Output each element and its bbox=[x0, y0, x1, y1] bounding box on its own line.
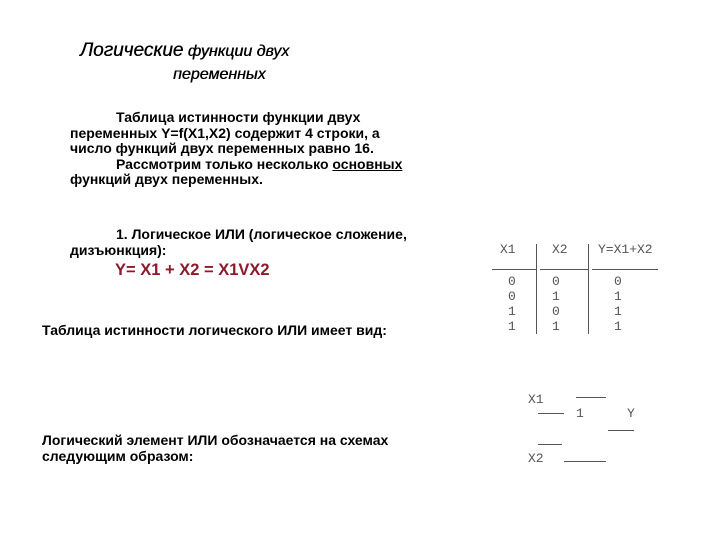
table-cell: 1 bbox=[614, 319, 622, 334]
section-title-text: 1. Логическое ИЛИ (логическое сложение, дизъюнкция): bbox=[70, 226, 407, 258]
table-cell: 0 bbox=[552, 304, 560, 319]
truth-table-header-x2: X2 bbox=[552, 242, 568, 257]
table-cell: 0 bbox=[508, 274, 516, 289]
gate-bottom-edge bbox=[564, 461, 606, 462]
section-title bbox=[70, 227, 410, 258]
table-cell: 1 bbox=[508, 319, 516, 334]
or-gate-diagram bbox=[500, 388, 660, 468]
table-cell: 0 bbox=[552, 274, 560, 289]
intro-text-2-post: функций двух переменных. bbox=[70, 171, 263, 187]
page-title bbox=[80, 40, 289, 62]
gate-input-2-wire bbox=[538, 444, 562, 445]
title-part-2: функции двух bbox=[183, 43, 290, 60]
gate-input-1-label: X1 bbox=[528, 392, 544, 407]
intro-text-underlined: основных bbox=[332, 155, 403, 172]
table-cell: 0 bbox=[614, 274, 622, 289]
truth-table-caption bbox=[42, 323, 412, 339]
truth-table-header-x1: X1 bbox=[500, 242, 516, 257]
or-formula: Y= X1 + X2 = X1VX2 bbox=[115, 261, 270, 279]
gate-output-label: Y bbox=[627, 406, 635, 421]
table-divider-1 bbox=[536, 244, 537, 334]
table-cell: 0 bbox=[508, 289, 516, 304]
table-header-rule-1 bbox=[492, 269, 536, 270]
gate-symbol: 1 bbox=[576, 406, 584, 421]
table-cell: 1 bbox=[614, 304, 622, 319]
table-divider-2 bbox=[588, 244, 589, 334]
truth-table bbox=[492, 242, 672, 337]
title-part-1: Логические bbox=[80, 40, 184, 61]
table-cell: 1 bbox=[508, 304, 516, 319]
gate-top-edge bbox=[576, 397, 606, 398]
intro-text-2-pre: Рассмотрим только несколько bbox=[116, 155, 333, 172]
truth-table-caption-text: Таблица истинности логического ИЛИ имеет вид: bbox=[42, 322, 387, 338]
gate-input-1-wire bbox=[538, 413, 564, 414]
intro-paragraph bbox=[70, 110, 410, 188]
gate-output-wire bbox=[608, 430, 634, 431]
gate-caption bbox=[42, 433, 412, 464]
page-title-line-2: переменных bbox=[173, 66, 266, 83]
gate-input-2-label: X2 bbox=[528, 451, 544, 466]
gate-caption-text: Логический элемент ИЛИ обозначается на схемах следующим образом: bbox=[42, 432, 389, 464]
table-cell: 1 bbox=[552, 319, 560, 334]
table-cell: 1 bbox=[552, 289, 560, 304]
table-cell: 1 bbox=[614, 289, 622, 304]
table-header-rule-3 bbox=[592, 269, 658, 270]
table-header-rule-2 bbox=[540, 269, 588, 270]
intro-text: Таблица истинности функции двух переменных Y=f(X1,X2) содержит 4 строки, а число функций двух переменных равно 16. bbox=[70, 109, 380, 156]
truth-table-header-y: Y=X1+X2 bbox=[598, 242, 653, 257]
